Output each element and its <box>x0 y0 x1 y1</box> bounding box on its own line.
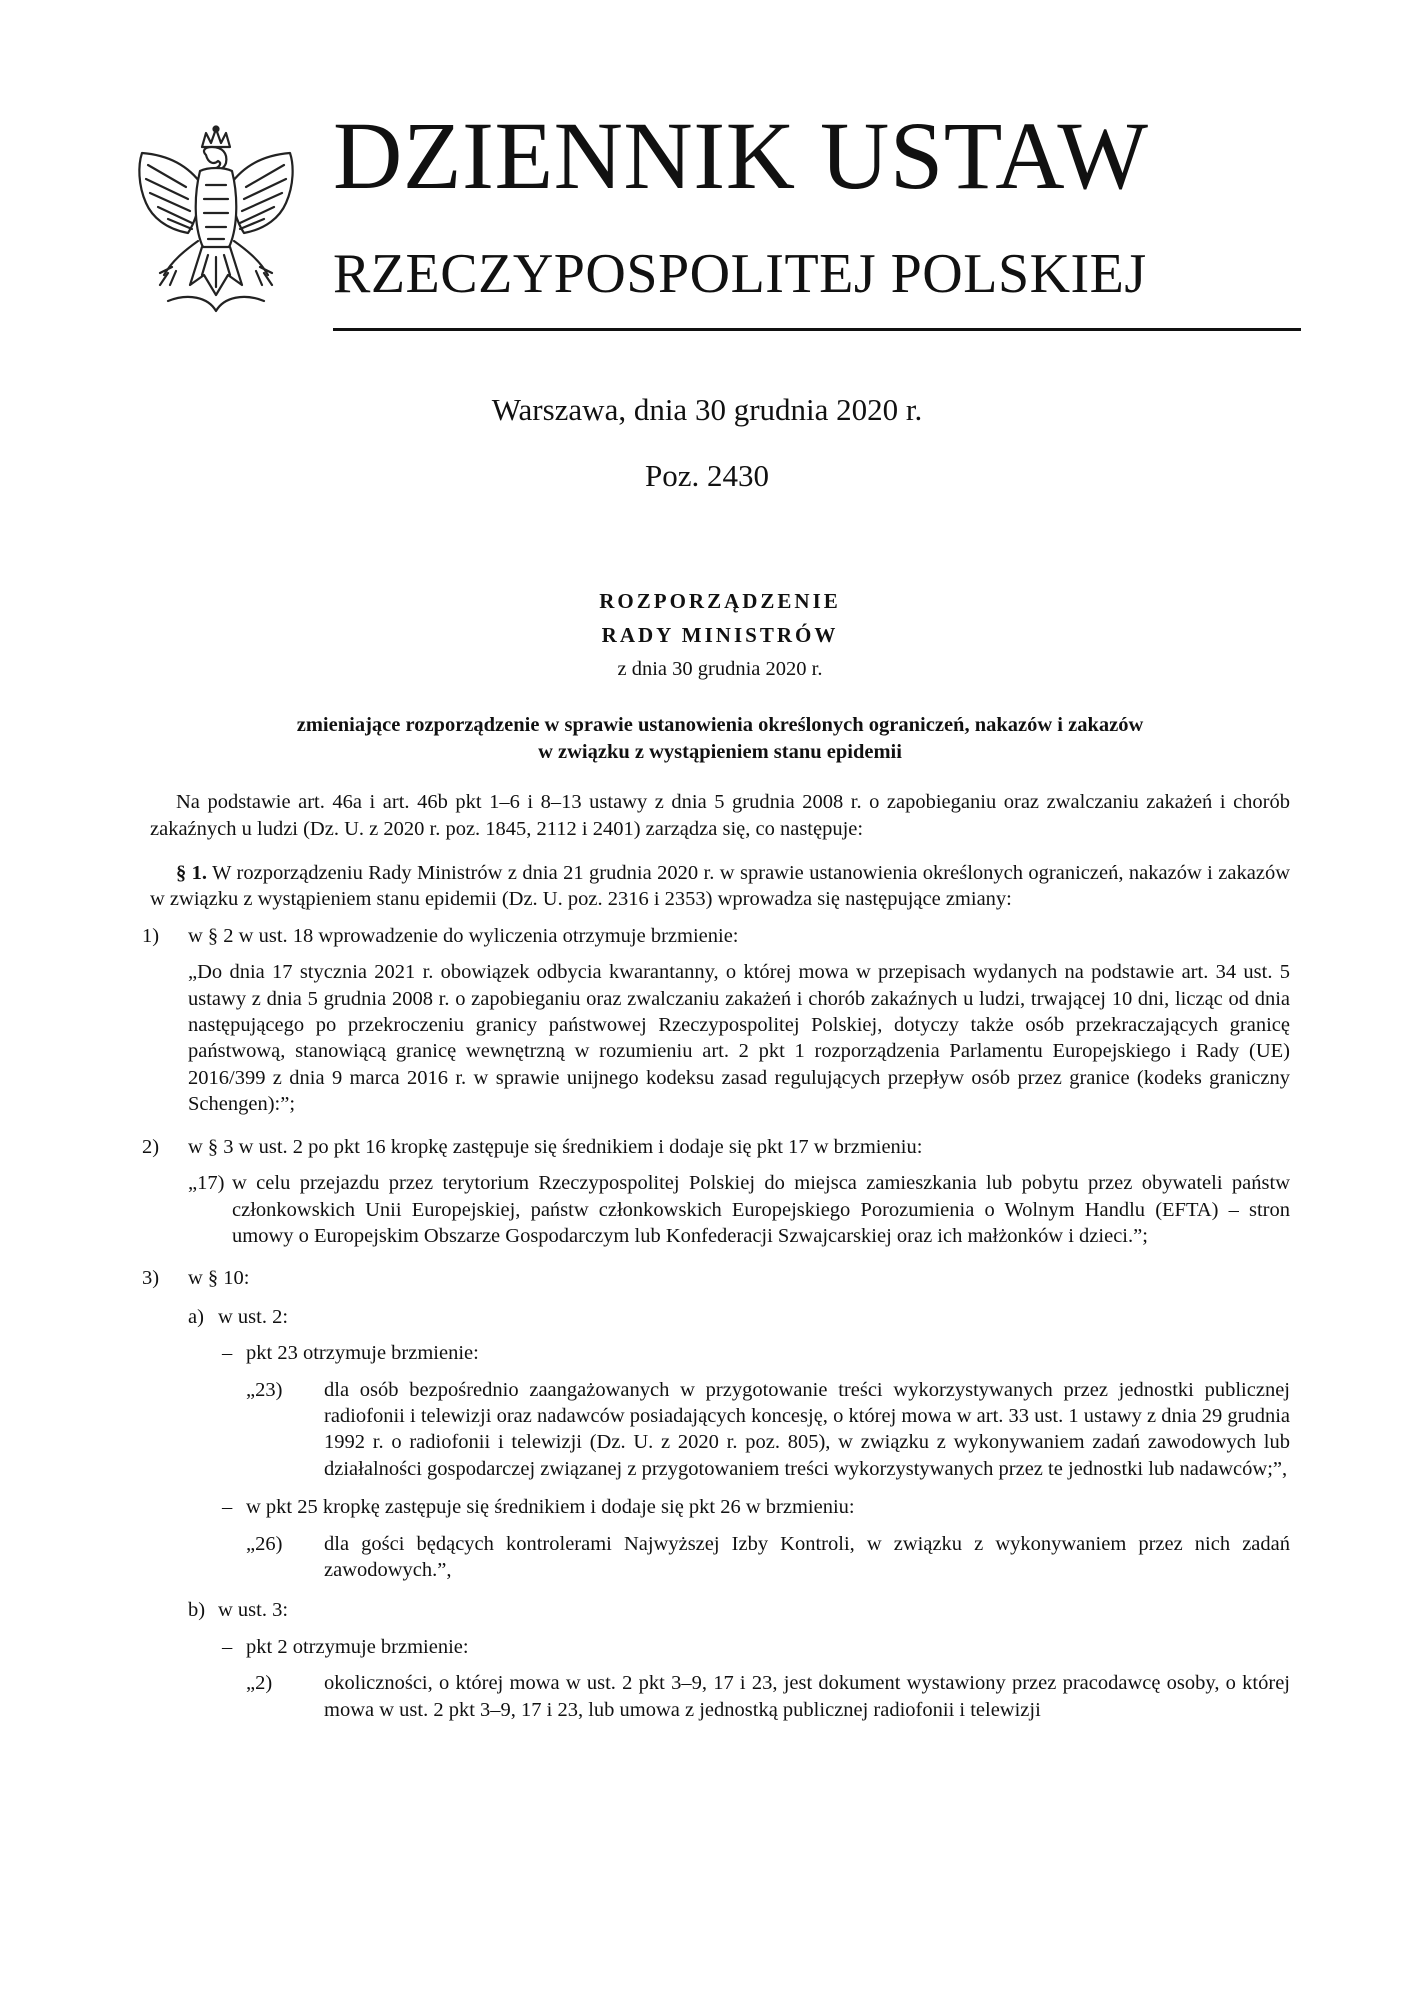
change-3-a-2-quote-label: „26) <box>246 1532 283 1555</box>
dash-marker: – <box>222 1496 233 1519</box>
document-body <box>142 584 1290 1723</box>
change-3-a-text: w ust. 2: <box>218 1305 289 1328</box>
change-3-a <box>150 1304 1290 1330</box>
issue-date: Warszawa, dnia 30 grudnia 2020 r. <box>491 392 923 427</box>
change-3-a-2-quote <box>150 1531 1290 1584</box>
change-1-text: w § 2 w ust. 18 wprowadzenie do wyliczenia otrzymuje brzmienie: <box>188 924 739 947</box>
paragraph-1-label: § 1. <box>176 862 208 885</box>
change-3-a-1-quote-label: „23) <box>246 1378 283 1401</box>
change-3-a-2 <box>150 1494 1290 1520</box>
act-date: z dnia 30 grudnia 2020 r. <box>617 658 823 680</box>
change-1 <box>142 923 1290 949</box>
act-type: ROZPORZĄDZENIE <box>599 589 841 613</box>
change-3-b-label: b) <box>188 1599 206 1622</box>
dash-marker: – <box>222 1342 233 1365</box>
change-3-a-1-quote-text: dla osób bezpośrednio zaangażowanych w przygotowanie treści wykorzystywanych przez jednostki publicznej radiofonii i telewizji oraz nadawców posiadających koncesję, o której mowa w art. 33 ust. 1 ustawy z dnia 29 grudnia 1992 r. o radiofonii i telewizji (Dz. U. z 2020 r. poz. 805), w związku z wykonywaniem zadań zawodowych lub działalności gospodarczej związanej z przygotowaniem treści wykorzystywanych przez te jednostki lub nadawców;”, <box>324 1378 1290 1480</box>
change-3-b-1-quote-text: okoliczności, o której mowa w ust. 2 pkt 3–9, 17 i 23, jest dokument wystawiony przez pracodawcę osoby, o której mowa w ust. 2 pkt 3–9, 17 i 23, lub umowa z jednostką publicznej radiofonii i telewizji <box>324 1672 1290 1721</box>
change-3-b-1-quote-label: „2) <box>246 1672 273 1695</box>
change-3-a-2-text: w pkt 25 kropkę zastępuje się średnikiem i dodaje się pkt 26 w brzmieniu: <box>246 1496 855 1519</box>
change-3 <box>142 1265 1290 1291</box>
act-issuer: RADY MINISTRÓW <box>601 623 839 647</box>
change-3-b-1-text: pkt 2 otrzymuje brzmienie: <box>246 1635 469 1658</box>
change-2-quote <box>150 1170 1290 1249</box>
change-3-text: w § 10: <box>188 1267 250 1290</box>
change-3-label: 3) <box>142 1267 160 1290</box>
gazette-subtitle: RZECZYPOSPOLITEJ POLSKIEJ <box>333 243 1147 305</box>
paragraph-1-text: W rozporządzeniu Rady Ministrów z dnia 21 grudnia 2020 r. w sprawie ustanowienia określonych ograniczeń, nakazów i zakazów w związku z wystąpieniem stanu epidemii (Dz. U. poz. 2316 i 2353) wprowadza się następujące zmiany: <box>150 862 1290 911</box>
change-3-a-label: a) <box>188 1305 204 1328</box>
change-2-text: w § 3 w ust. 2 po pkt 16 kropkę zastępuje się średnikiem i dodaje się pkt 17 w brzmieniu: <box>188 1135 923 1158</box>
change-1-quote: „Do dnia 17 stycznia 2021 r. obowiązek odbycia kwarantanny, o której mowa w przepisach wydanych na podstawie art. 34 ust. 5 ustawy z dnia 5 grudnia 2008 r. o zapobieganiu oraz zwalczaniu zakażeń i chorób zakaźnych u ludzi, trwającej 10 dni, licząc od dnia następującego po przekroczeniu granicy państwowej Rzeczypospolitej Polskiej, dotyczy także osób przekraczających granicę państwową, stanowiącą granicę wewnętrzną w rozumieniu art. 2 pkt 1 rozporządzenia Parlamentu Europejskiego i Rady (UE) 2016/399 z dnia 9 marca 2016 r. w sprawie unijnego kodeksu zasad regulujących przepływ osób przez granice (kodeks graniczny Schengen):”; <box>188 961 1290 1116</box>
preamble: Na podstawie art. 46a i art. 46b pkt 1–6 i 8–13 ustawy z dnia 5 grudnia 2008 r. o zapobieganiu oraz zwalczaniu zakażeń i chorób zakaźnych u ludzi (Dz. U. z 2020 r. poz. 1845, 2112 i 2401) zarządza się, co następuje: <box>150 791 1290 840</box>
header-divider <box>333 328 1301 331</box>
act-title-line-2: w związku z wystąpieniem stanu epidemii <box>538 740 902 763</box>
change-1-label: 1) <box>142 924 160 947</box>
dash-marker: – <box>222 1635 233 1658</box>
change-2-quote-text: w celu przejazdu przez terytorium Rzeczypospolitej Polskiej do miejsca zamieszkania lub pobytu przez obywateli państw członkowskich Unii Europejskiej, państw członkowskich Europejskiego Porozumienia o Wolnym Handlu (EFTA) – stron umowy o Europejskim Obszarze Gospodarczym lub Konfederacji Szwajcarskiej oraz ich małżonków i dzieci.”; <box>232 1172 1290 1247</box>
change-2-label: 2) <box>142 1135 160 1158</box>
change-3-b-text: w ust. 3: <box>218 1599 289 1622</box>
change-3-a-2-quote-text: dla gości będących kontrolerami Najwyższej Izby Kontroli, w związku z wykonywaniem przez nich zadań zawodowych.”, <box>324 1532 1290 1581</box>
change-3-b-1-quote <box>150 1670 1290 1723</box>
change-3-b-1 <box>150 1634 1290 1660</box>
change-3-a-1-quote <box>150 1377 1290 1483</box>
act-title-line-1: zmieniające rozporządzenie w sprawie ustanowienia określonych ograniczeń, nakazów i zakazów <box>296 714 1144 737</box>
change-2-quote-label: „17) <box>188 1172 225 1195</box>
change-2 <box>142 1134 1290 1160</box>
change-3-a-1-text: pkt 23 otrzymuje brzmienie: <box>246 1342 479 1365</box>
change-3-a-1 <box>150 1340 1290 1366</box>
polish-eagle-emblem-icon <box>128 125 304 321</box>
position-number: Poz. 2430 <box>645 458 769 493</box>
gazette-title: DZIENNIK USTAW <box>333 102 1149 209</box>
paragraph-1 <box>150 860 1290 913</box>
change-3-b <box>150 1597 1290 1623</box>
